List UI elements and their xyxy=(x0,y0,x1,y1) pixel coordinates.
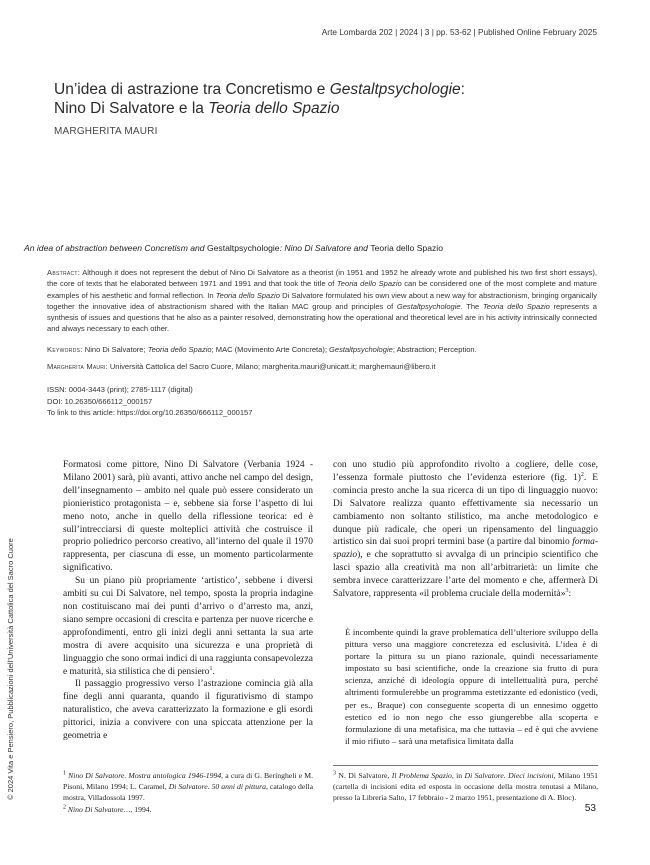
footnotes-right xyxy=(333,770,598,804)
author-affiliation: Margherita Mauri: Università Cattolica del Sacro Cuore, Milano; margherita.mauri@unicatt.it; marghemauri@libero.it xyxy=(47,362,436,371)
footnote-divider xyxy=(333,765,598,766)
footnotes-left xyxy=(63,770,313,815)
running-header: Arte Lombarda 202 | 2024 | 3 | pp. 53-62 | Published Online February 2025 xyxy=(321,27,597,37)
title-line-1: Un’idea di astrazione tra Concretismo e Gestaltpsychologie: xyxy=(54,81,465,98)
abstract: Abstract: Although it does not represent the debut of Nino Di Salvatore as a theorist (in 1951 and 1952 he already wrote and published his two first short essays), the core of texts that he elaborated between 1971 and 1991 and that took the title of Teoria dello Spazio can be considered one of the most complete and mature examples of his aesthetic and formal reflection. In Teoria dello Spazio Di Salvatore formulated his own view about a new way for abstractionism, bringing organically together the innovative idea of abstractionism shared with the Italian MAC group and principles of Gestaltpsychologie. The Teoria dello Spazio represents a synthesis of issues and questions that he also as a painter resolved, demonstrating how the operational and theoretical level are in his activity intrinsically connected and always necessary to each other. xyxy=(47,268,597,334)
body-column-right xyxy=(333,459,598,601)
footnote-ref[interactable]: 1 xyxy=(209,665,213,672)
copyright-sidebar: © 2024 Vita e Pensiero, Pubblicazioni dell’Università Cattolica del Sacro Cuore xyxy=(6,538,15,800)
footnote: $^2$ Nino Di Salvatore…, 1994. xyxy=(63,804,152,814)
paragraph: con uno studio più approfondito rivolto a cogliere, delle cose, l’essenza formale piuttosto che l’evidenza esteriore (fig. 1)$^2$. E comincia presto anche la sua ricerca di un tipo di linguaggio nuovo: Di Salvatore realizza quanto effettivamente sia necessario un cambiamento non soltanto stilistico, ma anche metodologico e dunque più radicale, che operi un ripensamento del linguaggio artistico sin dai suoi propri termini base (a partire dal binomio forma-spazio), e che soprattutto si avvalga di un principio scientifico che lasci spazio alla creatività ma non all’arbitrarietà: un limite che sembra invece caratterizzare l’arte del momento e che, affermerà Di Salvatore, rappresenta «il problema cruciale della modernità»$^3$: xyxy=(333,460,599,600)
title-line-2: Nino Di Salvatore e la Teoria dello Spazio xyxy=(54,100,340,117)
article-link[interactable]: To link to this article: https://doi.org/10.26350/666112_000157 xyxy=(47,408,253,417)
page-number: 53 xyxy=(584,803,596,814)
issn: ISSN: 0004-3443 (print); 2785-1117 (digital) xyxy=(47,385,193,394)
doi: DOI: 10.26350/666112_000157 xyxy=(47,396,153,406)
footnote: $^3$ N. Di Salvatore, Il Problema Spazio, in Di Salvatore. Dieci incisioni, Milano 1951 (cartella di incisioni edita ed esposta in occasione della mostra tenutasi a Milano, presso la Libreria Salto, 17 febbraio - 2 marzo 1951, presentazione di A. Bloc). xyxy=(333,770,598,803)
english-title: An idea of abstraction between Concretism and Gestaltpsychologie: Nino Di Salvatore and Teoria dello Spazio xyxy=(24,243,443,253)
article-identifiers xyxy=(47,384,597,419)
paragraph: Su un piano più propriamente ‘artistico’, sebbene i diversi ambiti su cui Di Salvatore, nel tempo, sposta la propria indagine non costituiscano mai dei punti d’arrivo o d’arresto ma, anzi, siano sempre occasioni di crescita e partenza per nuove ricerche e approfondimenti, entro gli inizi degli anni settanta la sua arte mostra di avere acquisito una sicurezza e una proprietà di linguaggio che sono ormai indici di una raggiunta consapevolezza e maturità, sia stilistica che di pensiero$^1$. xyxy=(63,576,313,677)
author-name: MARGHERITA MAURI xyxy=(54,126,158,137)
article-title xyxy=(54,80,594,118)
keywords: Keywords: Nino Di Salvatore; Teoria dello Spazio; MAC (Movimento Arte Concreta); Gestaltpsychologie; Abstraction; Perception. xyxy=(47,345,477,354)
footnote: $^1$ Nino Di Salvatore. Mostra antologica 1946-1994, a cura di G. Beringheli e M. Pisoni, Milano 1994; L. Caramel, Di Salvatore. 50 anni di pittura, catalogo della mostra, Villadossola 1997. xyxy=(63,770,314,803)
body-column-left xyxy=(63,459,313,743)
footnote-ref[interactable]: 3 xyxy=(565,587,569,594)
footnote-ref[interactable]: 2 xyxy=(580,471,584,478)
paragraph: Formatosi come pittore, Nino Di Salvatore (Verbania 1924 - Milano 2001) sarà, più avanti, attivo anche nel campo del design, dell’insegnamento – ambito nel quale può essere considerato un pionieristico protagonista – e, sebbene sia forse l’aspetto di lui meno noto, anche in quello della riflessione teorica: ed è sull’intrecciarsi di queste molteplici attività che costruisce il proprio poliedrico percorso creativo, all’interno del quale il 1970 rappresenta, per ciascuna di esse, un momento particolarmente significativo. xyxy=(63,460,313,574)
paragraph: Il passaggio progressivo verso l’astrazione comincia già alla fine degli anni quaranta, quando il figurativismo di stampo naturalistico, che aveva caratterizzato la formazione e gli esordi pittorici, inizia a convivere con una spiccata attenzione per la geometria e xyxy=(63,679,313,742)
block-quote: È incombente quindi la grave problematica dell’ulteriore sviluppo della pittura verso una maggiore concretezza ed esclusività. L’idea è di portare la pittura su un piano razionale, quindi necessariamente impostato su basi scientifiche, onde la creazione sia frutto di pura scienza, anziché di ideologia oppure di intellettualità pura, perché altrimenti formulerebbe un programma estetizzante ed edonistico (vedi, per es., Braque) con conseguente scoperta di un ennesimo oggetto estetico ed io non nego che esso giungerebbe alla scoperta e formulazione di una metafisica, ma che tuttavia – ed è qui che avviene il mio rifiuto – sarà una metafisica limitata dalla xyxy=(345,627,598,746)
